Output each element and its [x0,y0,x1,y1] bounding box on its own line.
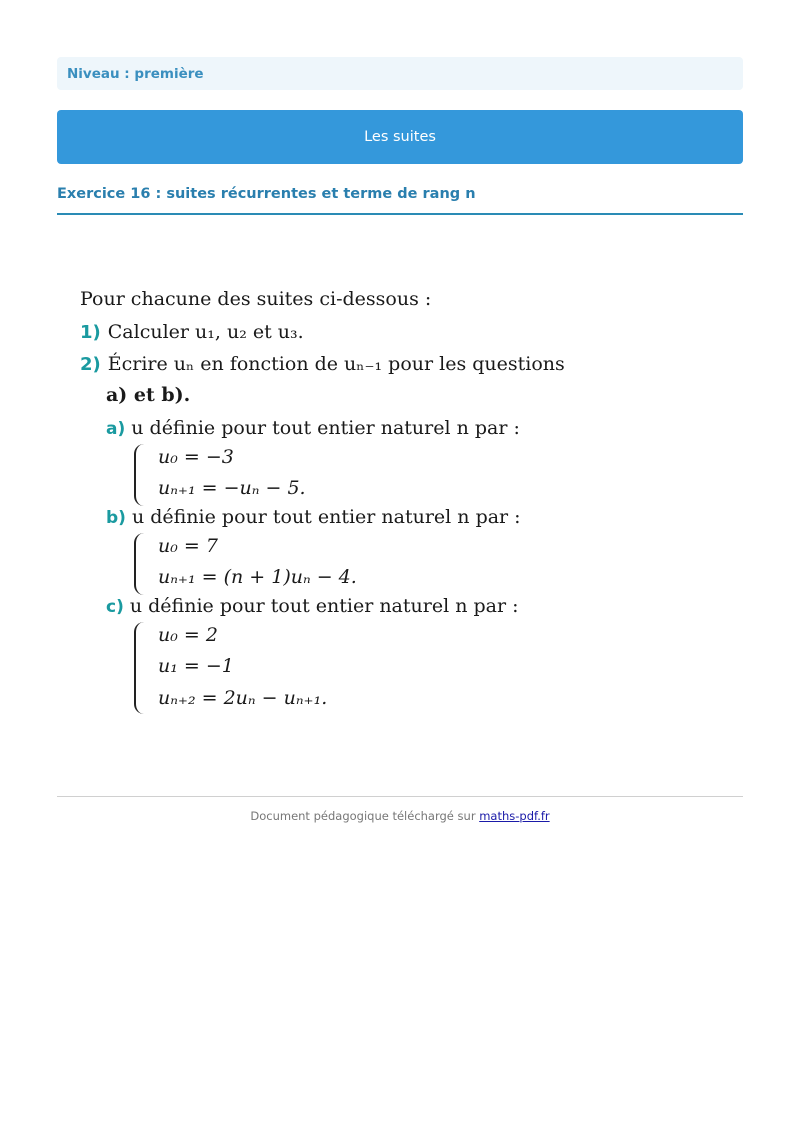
question-1-text: Calculer u₁, u₂ et u₃. [107,321,304,343]
footer [57,809,743,823]
part-b-label: b) [106,508,126,528]
part-a-text: u définie pour tout entier naturel n par : [131,417,520,439]
equation-a-2: uₙ₊₁ = −uₙ − 5. [158,477,306,499]
equation-b-2: uₙ₊₁ = (n + 1)uₙ − 4. [158,566,357,588]
question-2 [80,351,565,377]
exercise-title: Exercice 16 : suites récurrentes et terme de rang n [57,186,743,215]
intro-text: Pour chacune des suites ci-dessous : [80,288,432,310]
footer-divider [57,796,743,797]
question-1 [80,319,304,345]
equation-c-2: u₁ = −1 [158,655,234,677]
part-c [106,593,519,619]
footer-link[interactable]: maths-pdf.fr [479,809,550,823]
part-b-text: u définie pour tout entier naturel n par : [131,506,521,528]
footer-text: Document pédagogique téléchargé sur [250,809,480,823]
part-c-text: u définie pour tout entier naturel n par : [129,595,519,617]
equation-c-1: u₀ = 2 [158,624,218,646]
brace-b [134,533,150,595]
question-2-continuation: a) et b). [106,384,191,406]
equation-b-1: u₀ = 7 [158,535,218,557]
equation-c-3: uₙ₊₂ = 2uₙ − uₙ₊₁. [158,687,328,709]
part-a [106,415,520,441]
brace-a [134,444,150,506]
equation-a-1: u₀ = −3 [158,446,234,468]
brace-c [134,622,150,714]
question-2-number: 2) [80,354,101,375]
question-1-number: 1) [80,322,101,343]
part-a-label: a) [106,419,126,439]
level-label: Niveau : première [57,57,743,90]
chapter-title: Les suites [57,110,743,164]
question-2-text: Écrire uₙ en fonction de uₙ₋₁ pour les questions [107,353,565,375]
part-b [106,504,521,530]
part-c-label: c) [106,597,124,617]
